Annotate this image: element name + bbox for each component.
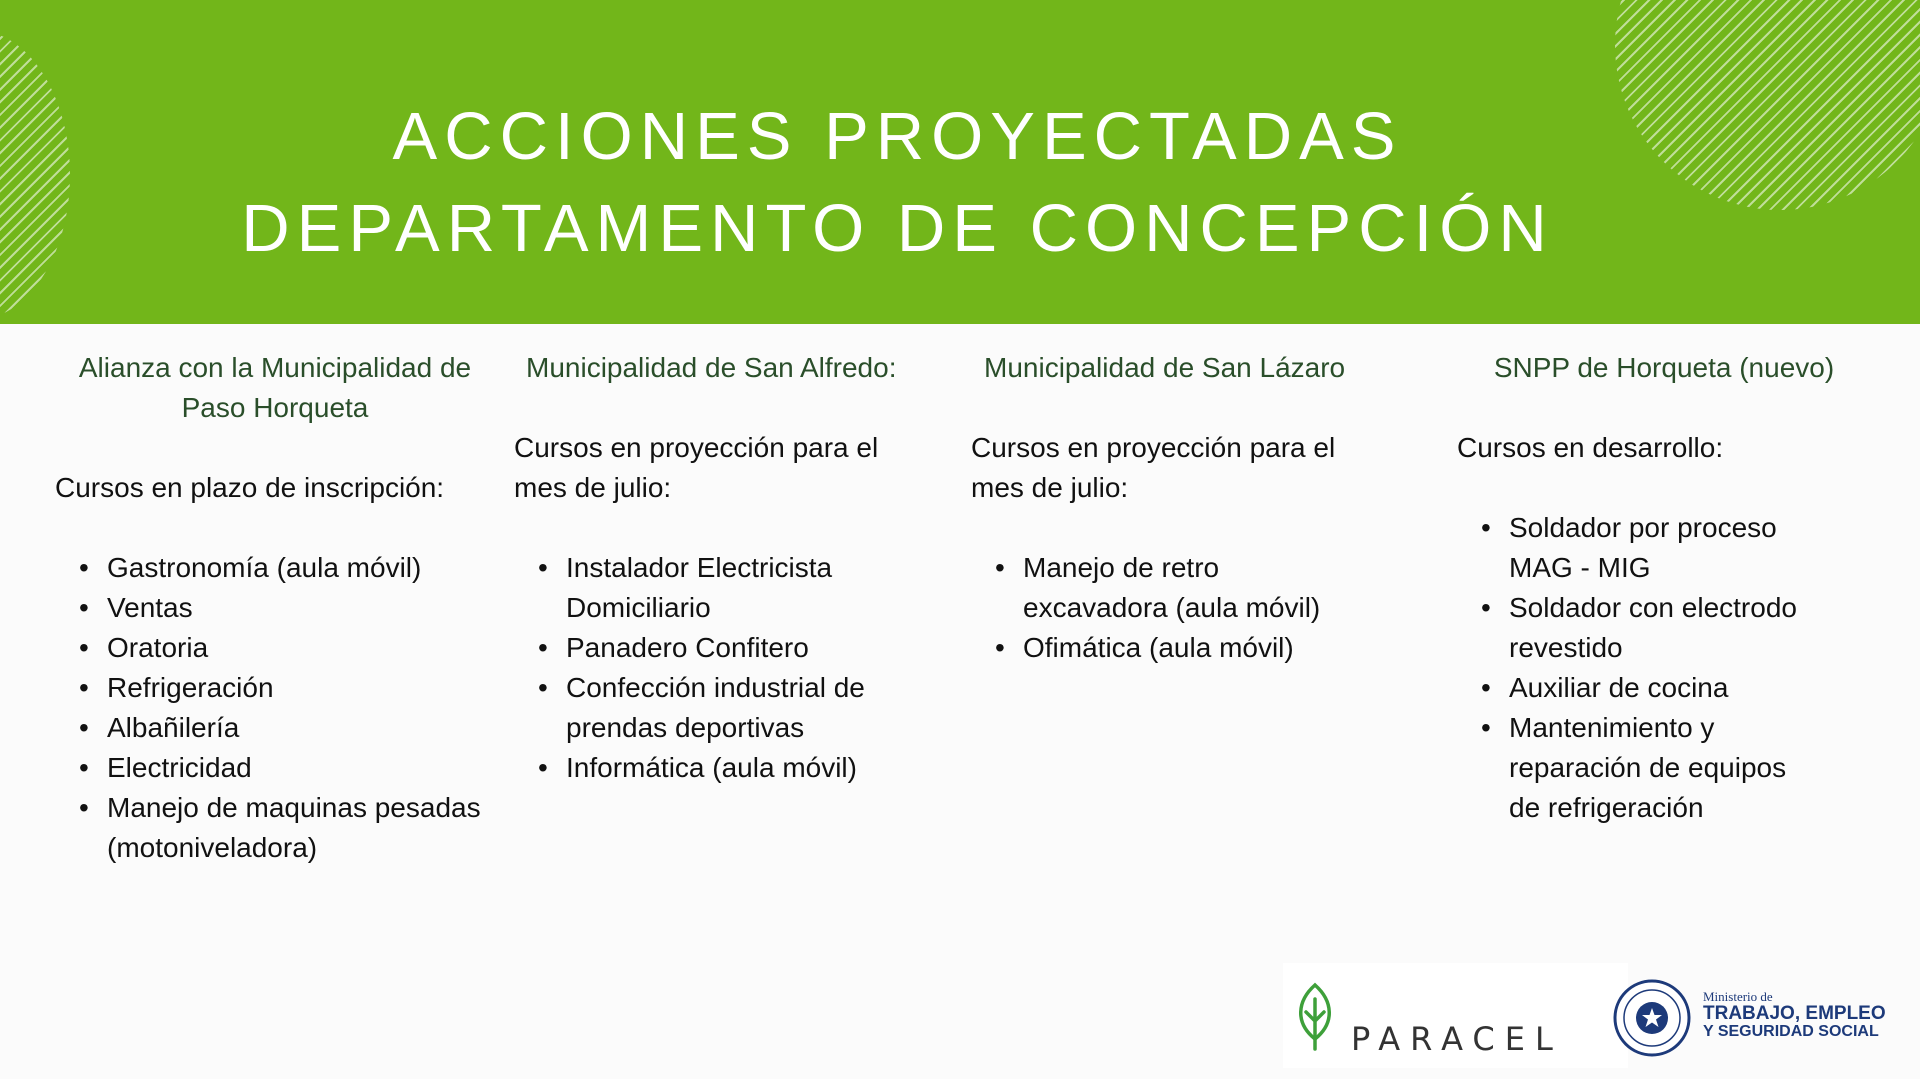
column-intro: Cursos en proyección para el mes de julio: [514,432,879,503]
list-item: • Soldador con electrodo revestido [1457,588,1812,668]
column-intro: Cursos en plazo de inscripción: [55,472,445,503]
list-item: • Instalador Electricista Domiciliario [514,548,914,628]
paracel-leaf-icon [1291,981,1339,1051]
list-item: • Refrigeración [55,668,495,708]
course-list [514,548,914,788]
paraguay-seal-icon [1612,978,1692,1058]
column-title: Municipalidad de San Lázaro [984,352,1346,383]
column-san-lazaro [971,348,1391,668]
column-paso-horqueta [55,348,495,868]
page-title-line1: ACCIONES PROYECTADAS [392,99,1403,174]
list-item: • Manejo de maquinas pesadas (motoniveladora) [55,788,495,868]
ministry-small-label: Ministerio de [1703,989,1773,1004]
list-item: • Confección industrial de prendas deportivas [514,668,914,748]
column-intro: Cursos en proyección para el mes de julio: [971,432,1336,503]
page-title-line2: DEPARTAMENTO DE CONCEPCIÓN [241,191,1554,266]
list-item: • Albañilería [55,708,495,748]
column-title: SNPP de Horqueta (nuevo) [1493,352,1835,383]
list-item: • Soldador por proceso MAG - MIG [1457,508,1812,588]
header-banner [0,0,1920,324]
ministry-line1: TRABAJO, EMPLEO [1703,1002,1886,1024]
list-item: • Panadero Confitero [514,628,914,668]
column-title: Alianza con la Municipalidad de Paso Horqueta [78,352,472,423]
list-item: • Auxiliar de cocina [1457,668,1812,708]
list-item: • Mantenimiento y reparación de equipos de refrigeración [1457,708,1812,828]
list-item: • Electricidad [55,748,495,788]
course-list [971,548,1371,668]
column-title: Municipalidad de San Alfredo: [526,352,897,383]
course-list [1457,508,1812,828]
list-item: • Gastronomía (aula móvil) [55,548,495,588]
column-snpp-horqueta [1457,348,1837,828]
decorative-stripes-left [0,30,70,320]
list-item: • Ofimática (aula móvil) [971,628,1371,668]
ministry-line2: Y SEGURIDAD SOCIAL [1703,1022,1879,1040]
paracel-logo [1283,963,1628,1068]
ministry-logo-text [1703,990,1886,1040]
list-item: • Manejo de retro excavadora (aula móvil) [971,548,1371,628]
paracel-wordmark: PARACEL [1351,1020,1563,1058]
list-item: • Oratoria [55,628,495,668]
list-item: • Ventas [55,588,495,628]
column-san-alfredo [514,348,934,788]
list-item: • Informática (aula móvil) [514,748,914,788]
course-list [55,548,495,868]
column-intro: Cursos en desarrollo: [1457,432,1724,463]
